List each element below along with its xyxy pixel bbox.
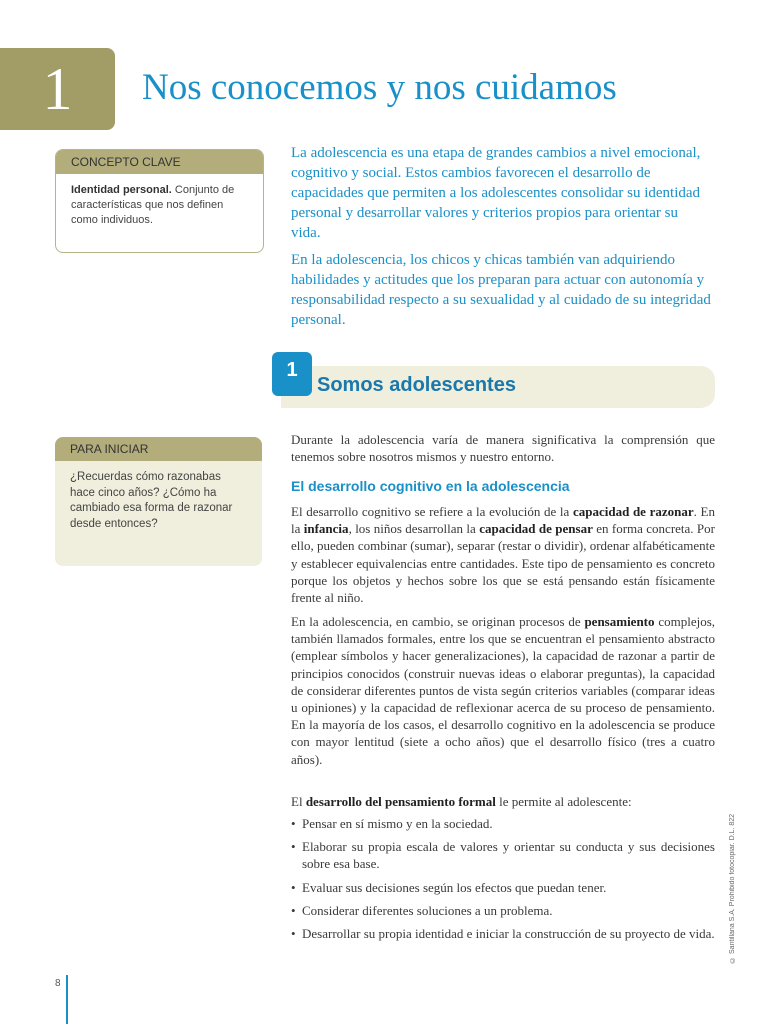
text-run: le permite al adolescente: — [495, 794, 632, 809]
list-item: • Desarrollar su propia identidad e iniciar la construcción de su proyecto de vida. — [291, 925, 715, 942]
opening-paragraph: Durante la adolescencia varía de manera significativa la comprensión que tenemos sobre nosotros mismos y nuestro entorno. — [291, 432, 715, 465]
para-iniciar-box — [55, 437, 262, 566]
concepto-clave-term: Identidad personal. — [71, 184, 172, 196]
text-run: El desarrollo cognitivo se refiere a la evolución de la — [291, 504, 573, 519]
paragraph-adolescent-thinking — [291, 613, 715, 768]
intro-paragraph-1: La adolescencia es una etapa de grandes cambios a nivel emocional, cognitivo y social. Estos cambios favorecen el desarrollo de capacidades que permiten a los adolescentes consolidar su identidad personal y desarrollar valores y criterios propios para orientar su vida. — [291, 145, 701, 241]
bold-term: capacidad de pensar — [479, 521, 593, 537]
formal-thinking-list — [291, 815, 715, 948]
para-iniciar-text: ¿Recuerdas cómo razonabas hace cinco años? ¿Cómo ha cambiado esa forma de razonar desde entonces? — [70, 471, 233, 530]
text-run: complejos, también llamados formales, entre los que se encuentran el pensamiento abstracto (emplear símbolos y hacer generalizaciones), la capacidad de razonar a partir de principios conocidos (construir nuevas ideas o elaborar preguntas), la capacidad de considerar diferentes puntos de vista según criterios variables (comparar ideas u opiniones) y la capacidad de reflexionar acerca de su proceso de pensamiento. En la mayoría de los casos, el desarrollo cognitivo en la adolescencia se produce con mayor lentitud (siete a ocho años) que el desarrollo físico (tres a cuatro años). — [291, 614, 716, 767]
copyright-notice: © Santillana S.A. Prohibido fotocopiar. D.L. 822 — [729, 813, 736, 963]
section-number: 1 — [272, 352, 312, 396]
text-run: El — [291, 794, 306, 809]
intro-paragraph-2: En la adolescencia, los chicos y chicas también van adquiriendo habilidades y actitudes que los preparan para actuar con autonomía y responsabilidad respecto a su sexualidad y al cuidado de su integridad personal. — [291, 252, 711, 328]
page-number: 8 — [55, 978, 61, 989]
concepto-clave-heading: CONCEPTO CLAVE — [56, 150, 263, 174]
list-item: • Evaluar sus decisiones según los efectos que puedan tener. — [291, 879, 715, 896]
bold-term: capacidad de razonar — [572, 504, 694, 519]
chapter-number: 1 — [42, 55, 73, 122]
text-run: , los niños desarrollan la — [348, 521, 480, 537]
para-iniciar-heading: PARA INICIAR — [55, 437, 262, 461]
text-run: En la adolescencia, en cambio, se originan procesos de — [291, 614, 585, 629]
bold-term: infancia — [303, 521, 349, 537]
text-run: en forma concreta. Por ello, pueden combinar (sumar), separar (restar o dividir), ordenar alfabéticamente y establecer equivalencias entre cantidades. Este tipo de pensamiento es concreto porque los objetos y hechos sobre los que se está pensando están físicamente frente al niño. — [291, 521, 715, 606]
section-title: Somos adolescentes — [317, 374, 516, 396]
bold-term: desarrollo del pensamiento formal — [305, 794, 496, 809]
page-rule — [66, 975, 68, 1024]
concepto-clave-box — [55, 149, 264, 253]
list-item: • Pensar en sí mismo y en la sociedad. — [291, 815, 715, 832]
subheading-desarrollo-cognitivo: El desarrollo cognitivo en la adolescencia — [291, 478, 570, 494]
chapter-number-box — [0, 48, 115, 130]
list-item: • Considerar diferentes soluciones a un problema. — [291, 902, 715, 919]
list-item: • Elaborar su propia escala de valores y orientar su conducta y sus decisiones sobre esa base. — [291, 838, 715, 872]
paragraph-cognitive-development — [291, 503, 715, 606]
paragraph-formal-thinking-intro — [291, 793, 715, 810]
bold-term: pensamiento — [584, 614, 655, 629]
chapter-title: Nos conocemos y nos cuidamos — [142, 67, 617, 108]
concepto-clave-body — [56, 174, 263, 240]
concepto-clave-definition: Conjunto de características que nos definen como individuos. — [71, 184, 235, 226]
text-run: . En la — [291, 504, 715, 537]
